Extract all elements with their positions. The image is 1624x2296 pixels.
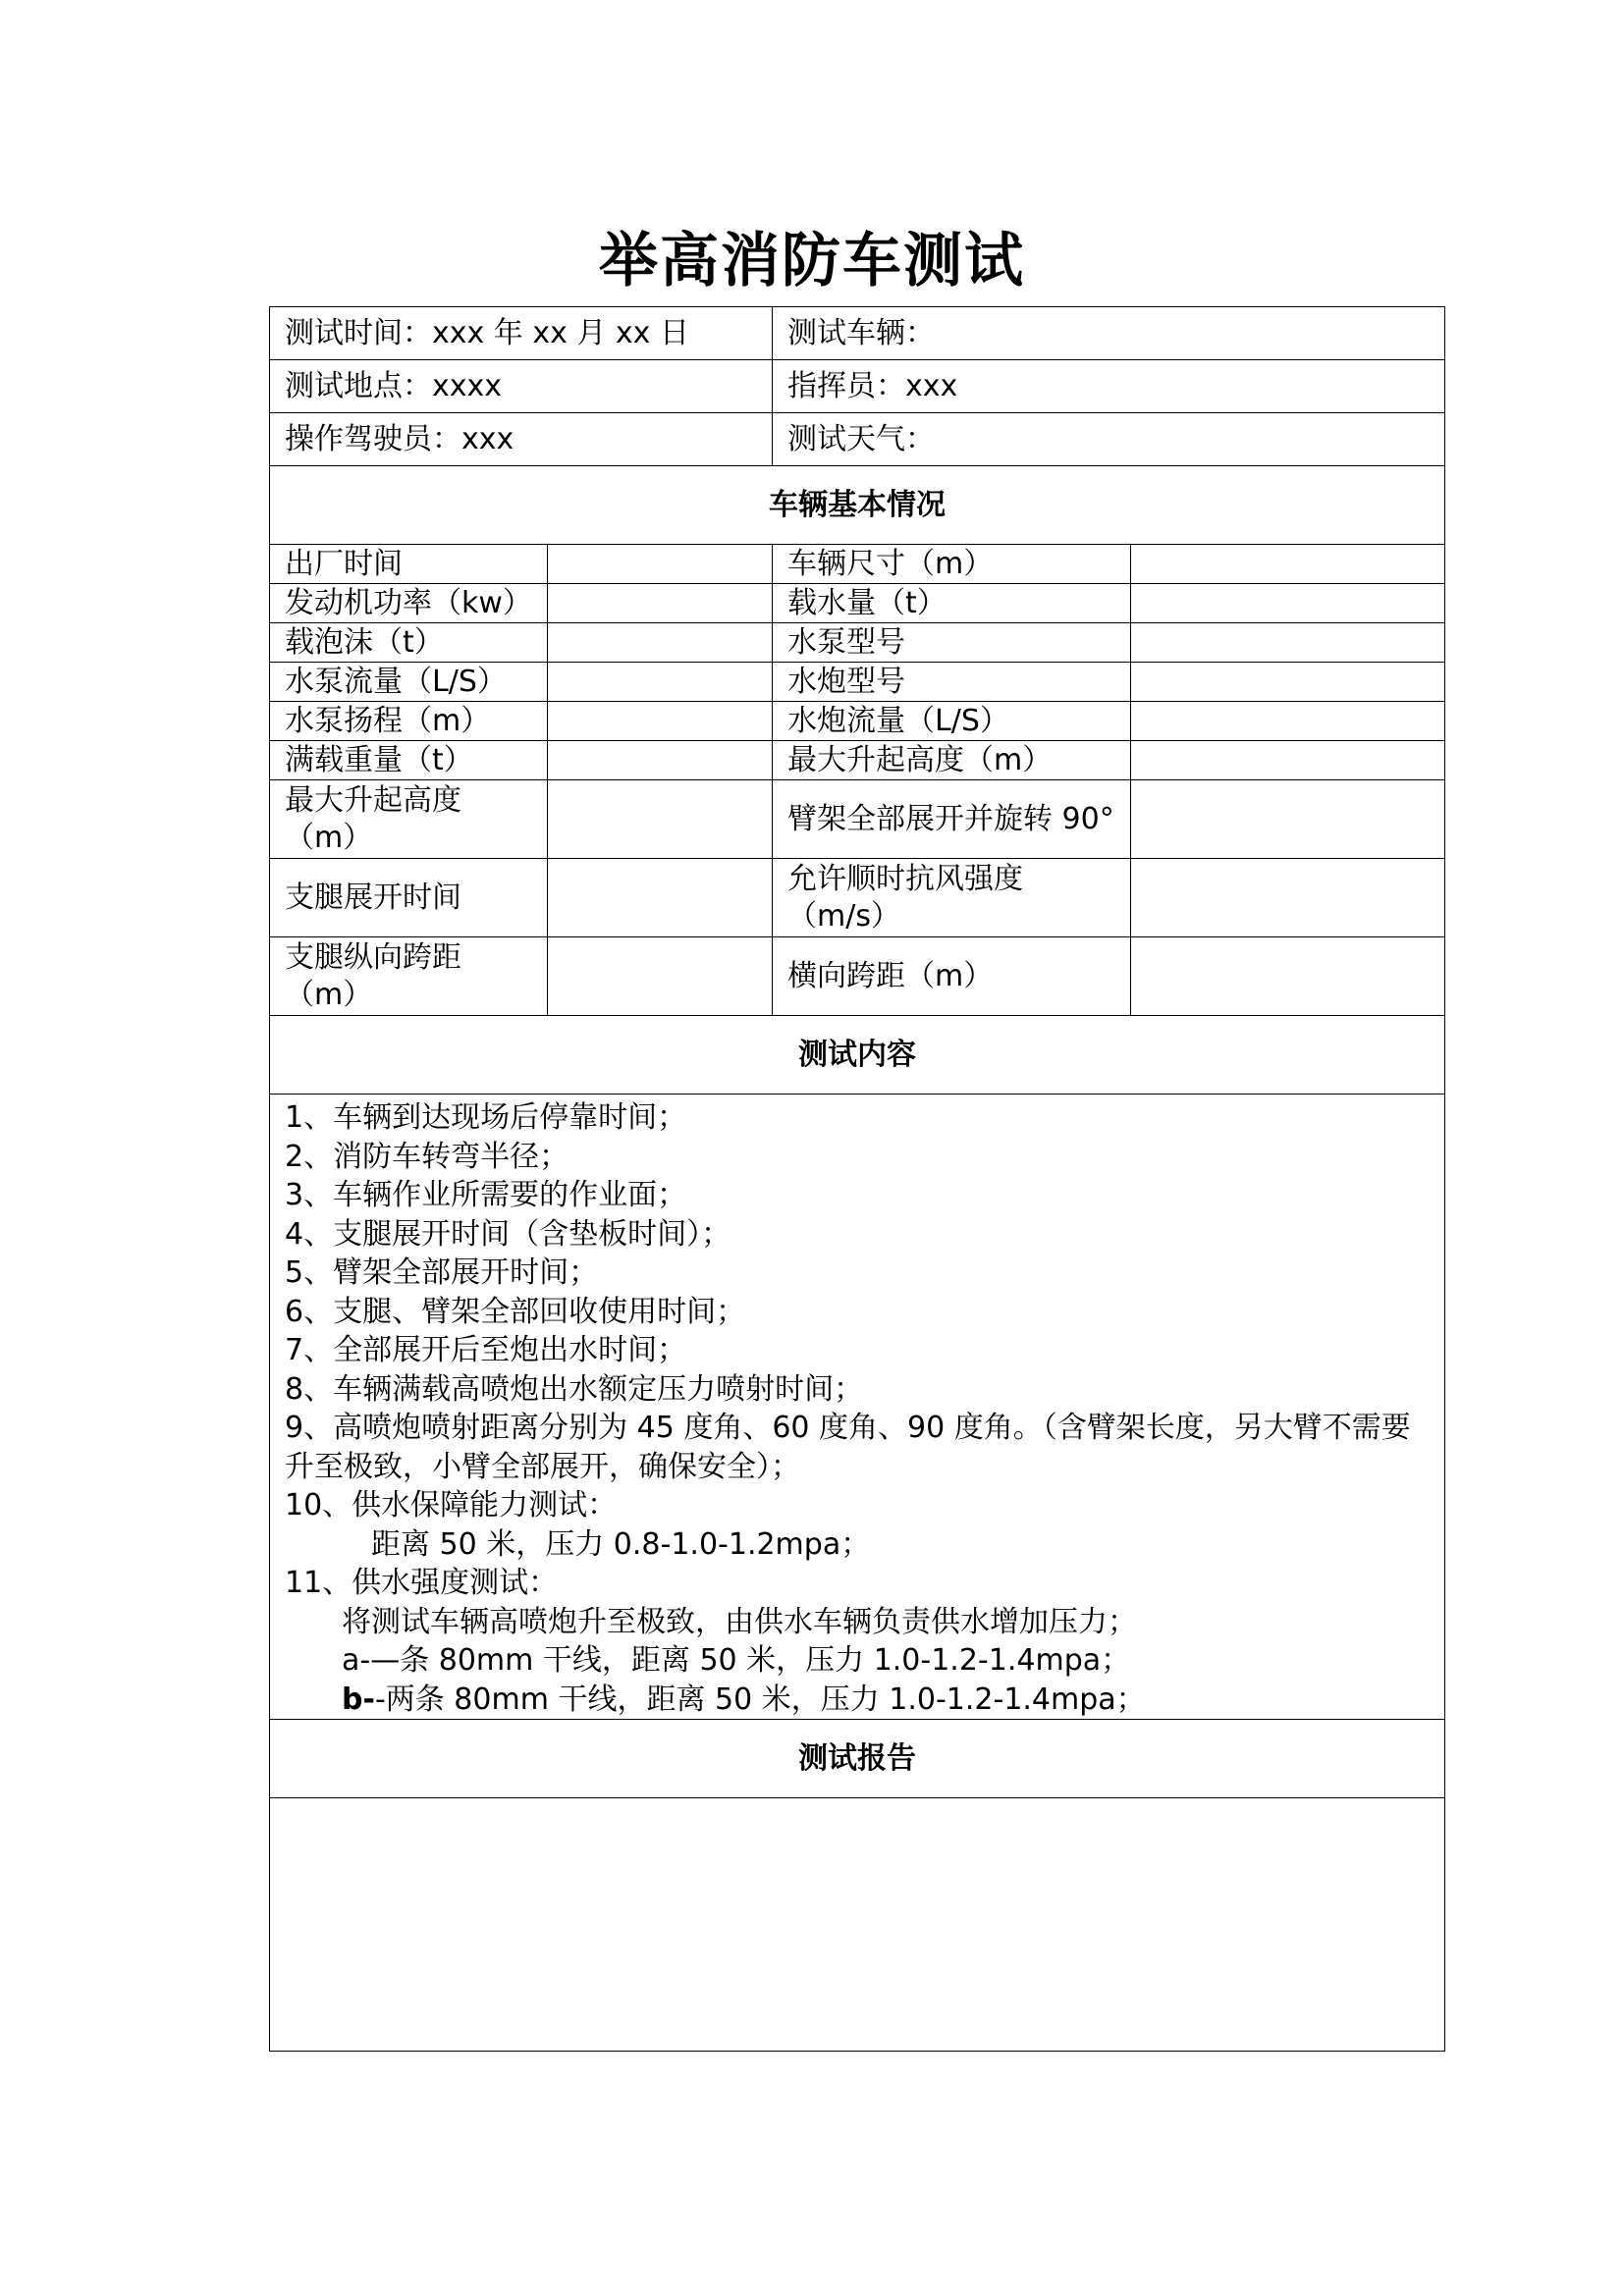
basic-label: 水炮流量（L/S） xyxy=(773,702,1131,741)
document-title: 举高消防车测试 xyxy=(599,227,1025,295)
test-location-field: 测试地点：xxxx xyxy=(270,360,773,413)
commander-field: 指挥员：xxx xyxy=(773,360,1445,413)
basic-value xyxy=(548,545,773,584)
basic-value xyxy=(548,584,773,623)
content-line xyxy=(285,1681,1430,1720)
basic-value xyxy=(548,663,773,702)
basic-label: 最大升起高度（m） xyxy=(270,780,548,859)
basic-value xyxy=(1131,780,1445,859)
basic-value xyxy=(548,623,773,663)
basic-value xyxy=(1131,741,1445,780)
basic-value xyxy=(1131,545,1445,584)
basic-label: 载水量（t） xyxy=(773,584,1131,623)
basic-label: 允许顺时抗风强度（m/s） xyxy=(773,859,1131,937)
content-line: 距离 50 米，压力 0.8-1.0-1.2mpa； xyxy=(371,1526,871,1562)
basic-value xyxy=(548,937,773,1016)
basic-label: 水泵型号 xyxy=(773,623,1131,663)
header-row xyxy=(270,307,1445,360)
basic-info-row xyxy=(270,780,1445,859)
section-title-basic: 车辆基本情况 xyxy=(270,466,1445,545)
basic-value xyxy=(1131,584,1445,623)
test-content-cell xyxy=(270,1095,1445,1720)
basic-value xyxy=(548,741,773,780)
content-line: 5、臂架全部展开时间； xyxy=(285,1255,599,1290)
basic-label: 臂架全部展开并旋转 90° xyxy=(773,780,1131,859)
test-form-table xyxy=(269,306,1445,2052)
basic-label: 支腿纵向跨距（m） xyxy=(270,937,548,1016)
basic-label: 出厂时间 xyxy=(270,545,548,584)
content-line: 4、支腿展开时间（含垫板时间）； xyxy=(285,1216,731,1252)
header-row xyxy=(270,360,1445,413)
basic-value xyxy=(1131,663,1445,702)
basic-value xyxy=(1131,702,1445,741)
basic-label: 车辆尺寸（m） xyxy=(773,545,1131,584)
basic-info-row xyxy=(270,545,1445,584)
basic-label: 发动机功率（kw） xyxy=(270,584,548,623)
basic-value xyxy=(548,780,773,859)
content-line: 1、车辆到达现场后停靠时间； xyxy=(285,1100,687,1135)
content-line: 10、供水保障能力测试： xyxy=(285,1488,618,1522)
basic-info-row xyxy=(270,859,1445,937)
test-time-field: 测试时间：xxx 年 xx 月 xx 日 xyxy=(270,307,773,360)
section-header-row xyxy=(270,466,1445,545)
content-line: 8、车辆满载高喷炮出水额定压力喷射时间； xyxy=(285,1371,864,1407)
content-line: 2、消防车转弯半径； xyxy=(285,1139,569,1174)
content-line: 将测试车辆高喷炮升至极致，由供水车辆负责供水增加压力； xyxy=(342,1604,1137,1639)
content-line: 7、全部展开后至炮出水时间； xyxy=(285,1333,687,1367)
basic-value xyxy=(548,859,773,937)
basic-info-row xyxy=(270,584,1445,623)
test-vehicle-field: 测试车辆： xyxy=(773,307,1445,360)
bold-prefix: b- xyxy=(342,1682,375,1717)
section-header-row xyxy=(270,1016,1445,1095)
content-line: 9、高喷炮喷射距离分别为 45 度角、60 度角、90 度角。（含臂架长度，另大臂不需要 升至极致，小臂全部展开，确保安全）； xyxy=(285,1411,1411,1484)
test-weather-field: 测试天气： xyxy=(773,413,1445,466)
basic-label: 支腿展开时间 xyxy=(270,859,548,937)
content-line: a-—条 80mm 干线，距离 50 米，压力 1.0-1.2-1.4mpa； xyxy=(342,1643,1131,1678)
basic-label: 水泵流量（L/S） xyxy=(270,663,548,702)
content-line-rest: -两条 80mm 干线，距离 50 米，压力 1.0-1.2-1.4mpa； xyxy=(374,1682,1146,1717)
basic-label: 水泵扬程（m） xyxy=(270,702,548,741)
section-title-content: 测试内容 xyxy=(270,1016,1445,1095)
basic-value xyxy=(1131,937,1445,1016)
section-header-row xyxy=(270,1720,1445,1798)
operator-driver-field: 操作驾驶员：xxx xyxy=(270,413,773,466)
basic-value xyxy=(548,702,773,741)
content-row xyxy=(270,1095,1445,1720)
basic-info-row xyxy=(270,702,1445,741)
content-line: 3、车辆作业所需要的作业面； xyxy=(285,1178,687,1212)
report-row xyxy=(270,1798,1445,2052)
section-title-report: 测试报告 xyxy=(270,1720,1445,1798)
content-line: 6、支腿、臂架全部回收使用时间； xyxy=(285,1294,746,1329)
basic-value xyxy=(1131,623,1445,663)
basic-label: 满载重量（t） xyxy=(270,741,548,780)
basic-value xyxy=(1131,859,1445,937)
basic-label: 横向跨距（m） xyxy=(773,937,1131,1016)
basic-info-row xyxy=(270,741,1445,780)
basic-info-row xyxy=(270,937,1445,1016)
basic-label: 载泡沫（t） xyxy=(270,623,548,663)
test-report-cell xyxy=(270,1798,1445,2052)
basic-label: 水炮型号 xyxy=(773,663,1131,702)
basic-label: 最大升起高度（m） xyxy=(773,741,1131,780)
basic-info-row xyxy=(270,623,1445,663)
header-row xyxy=(270,413,1445,466)
basic-info-row xyxy=(270,663,1445,702)
content-line: 11、供水强度测试： xyxy=(285,1566,559,1600)
